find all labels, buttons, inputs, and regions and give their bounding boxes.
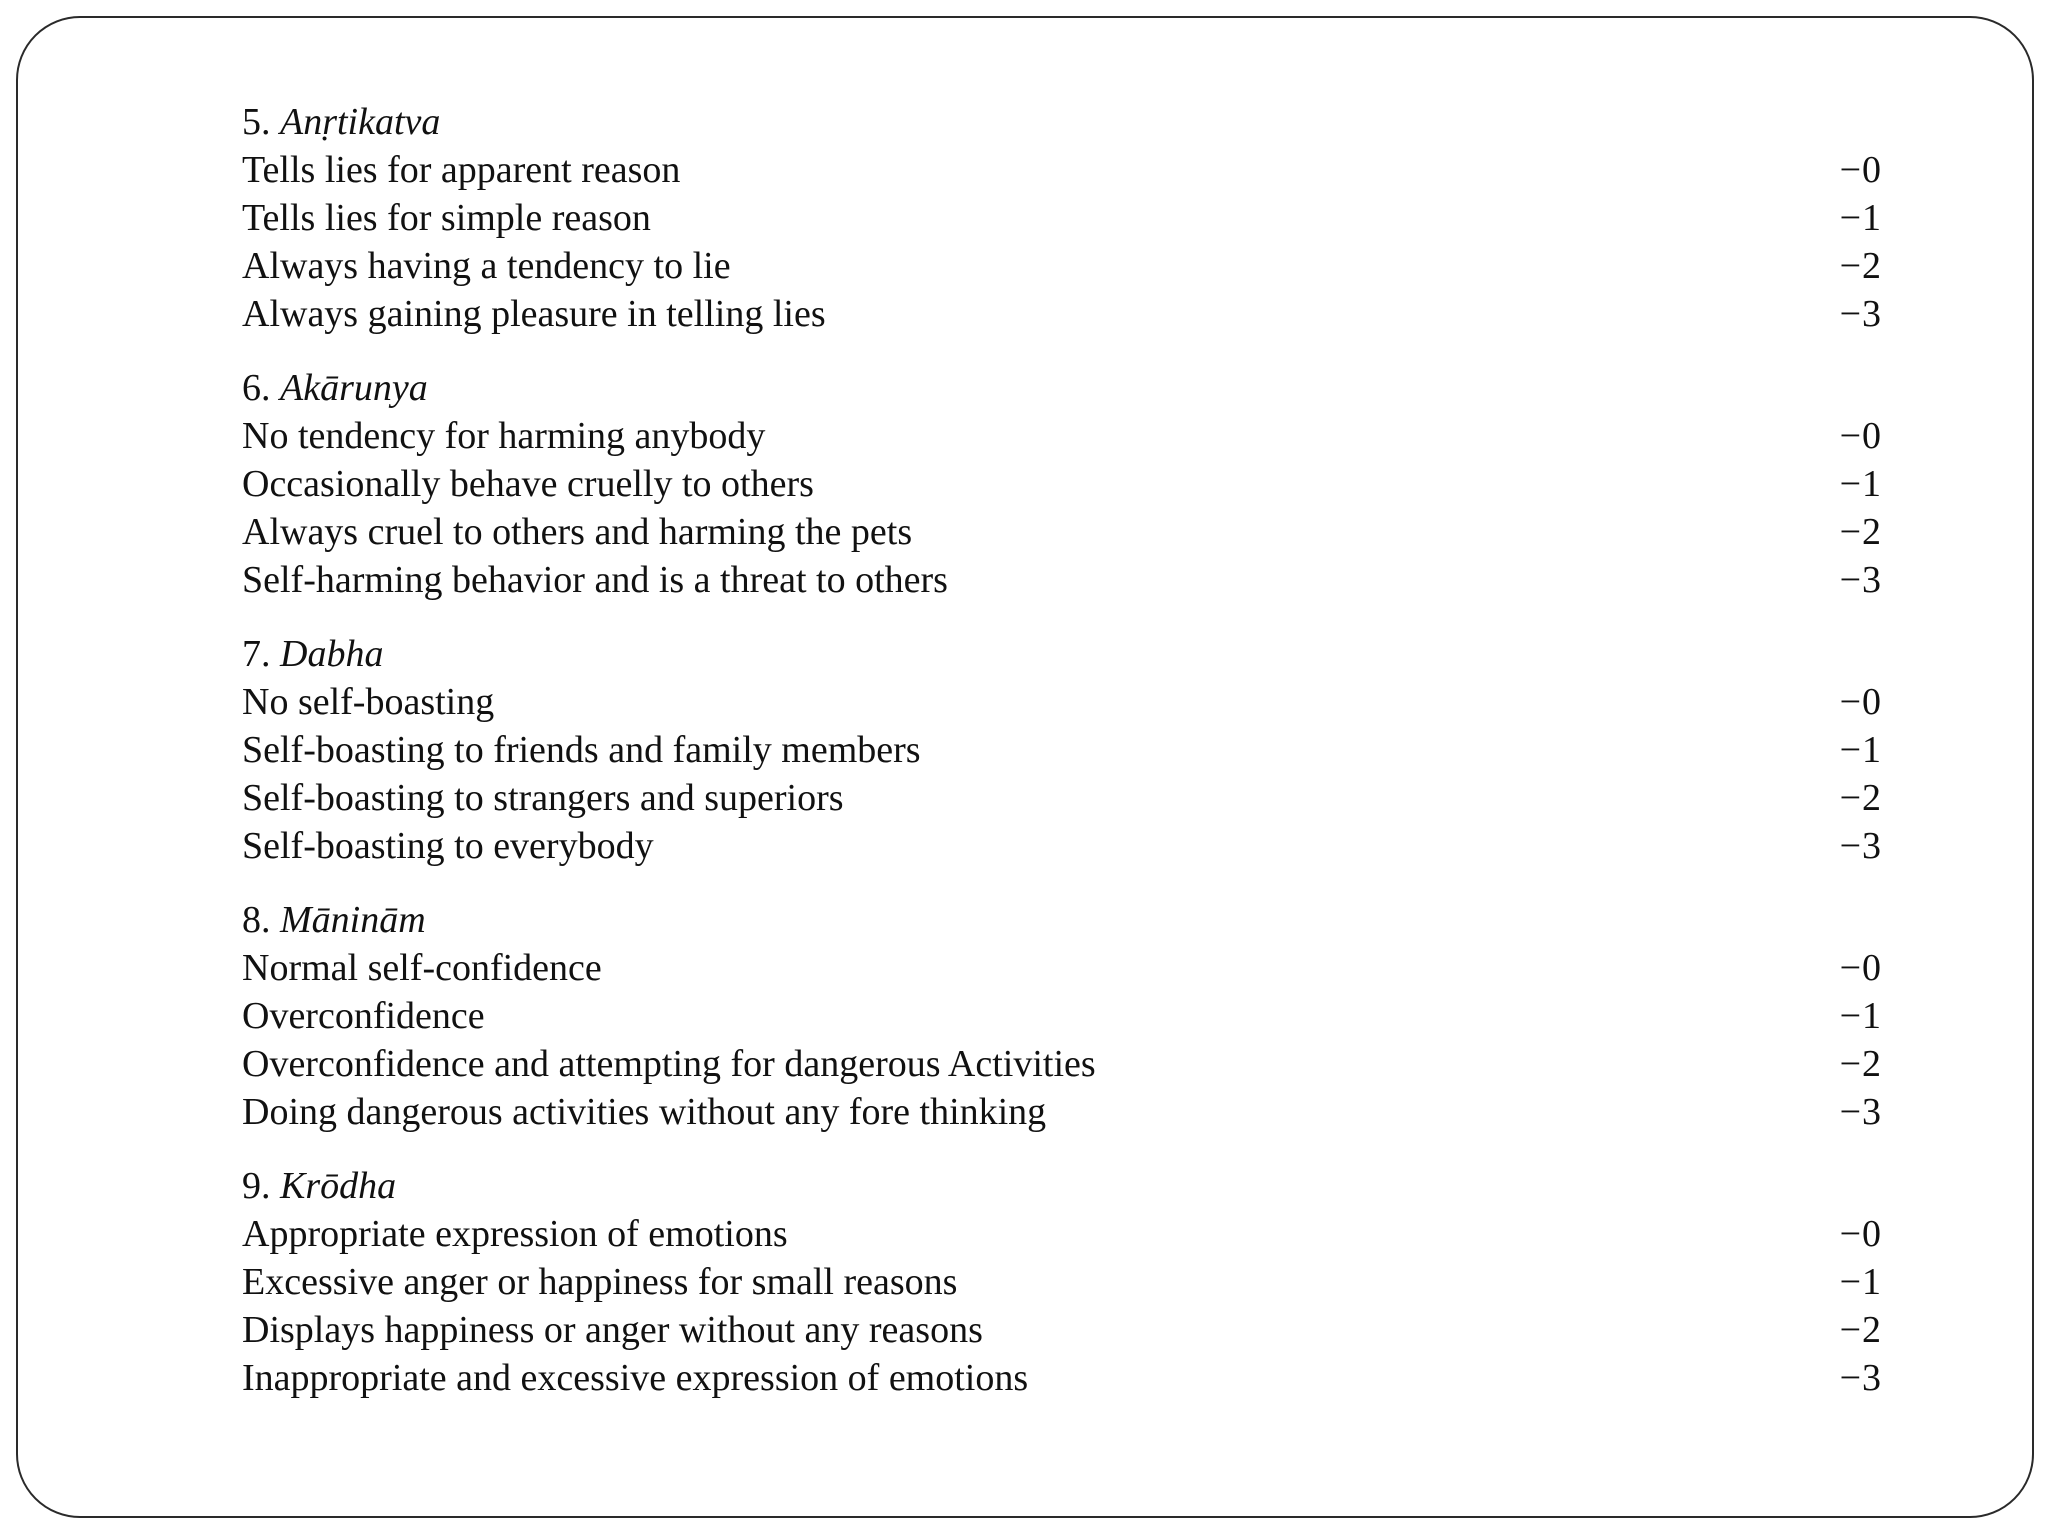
item-label: Self-boasting to everybody [242, 825, 654, 867]
item-row [242, 944, 1882, 992]
section-term: Māninām [280, 899, 426, 941]
item-row [242, 726, 1882, 774]
item-score: −3 [1839, 1357, 1882, 1399]
item-score: −3 [1839, 1091, 1882, 1133]
item-label: Excessive anger or happiness for small reasons [242, 1261, 958, 1303]
slide-frame [16, 16, 2034, 1518]
section-krodha [242, 1162, 1882, 1402]
item-score: −1 [1839, 729, 1882, 771]
item-label: No tendency for harming anybody [242, 415, 766, 457]
item-label: Appropriate expression of emotions [242, 1213, 788, 1255]
item-row [242, 1354, 1882, 1402]
section-term: Anṛtikatva [280, 101, 441, 143]
item-row [242, 290, 1882, 338]
item-label: Tells lies for simple reason [242, 197, 651, 239]
item-row [242, 460, 1882, 508]
item-row [242, 556, 1882, 604]
item-row [242, 1258, 1882, 1306]
item-score: −0 [1839, 415, 1882, 457]
item-row [242, 1040, 1882, 1088]
item-label: Always having a tendency to lie [242, 245, 731, 287]
section-number: 9. [242, 1165, 271, 1207]
item-label: Overconfidence and attempting for dangerous Activities [242, 1043, 1096, 1085]
item-score: −2 [1839, 245, 1882, 287]
section-title [242, 1162, 1882, 1210]
item-score: −2 [1839, 1043, 1882, 1085]
section-term: Dabha [280, 633, 384, 675]
item-score: −3 [1839, 825, 1882, 867]
item-score: −3 [1839, 293, 1882, 335]
item-label: Always cruel to others and harming the pets [242, 511, 913, 553]
section-term: Akārunya [280, 367, 428, 409]
section-title [242, 364, 1882, 412]
section-number: 8. [242, 899, 271, 941]
item-row [242, 1210, 1882, 1258]
item-label: No self-boasting [242, 681, 495, 723]
item-label: Occasionally behave cruelly to others [242, 463, 814, 505]
item-row [242, 194, 1882, 242]
item-score: −0 [1839, 1213, 1882, 1255]
item-label: Inappropriate and excessive expression of emotions [242, 1357, 1029, 1399]
item-row [242, 1306, 1882, 1354]
scale-table [242, 98, 1882, 1428]
item-label: Self-harming behavior and is a threat to others [242, 559, 948, 601]
item-score: −2 [1839, 777, 1882, 819]
item-label: Tells lies for apparent reason [242, 149, 681, 191]
item-score: −0 [1839, 947, 1882, 989]
item-row [242, 1088, 1882, 1136]
item-label: Doing dangerous activities without any fore thinking [242, 1091, 1047, 1133]
item-label: Self-boasting to strangers and superiors [242, 777, 844, 819]
section-title [242, 98, 1882, 146]
item-row [242, 822, 1882, 870]
section-maninam [242, 896, 1882, 1136]
item-row [242, 774, 1882, 822]
section-number: 6. [242, 367, 271, 409]
item-score: −1 [1839, 463, 1882, 505]
item-score: −0 [1839, 149, 1882, 191]
item-row [242, 146, 1882, 194]
item-score: −0 [1839, 681, 1882, 723]
item-label: Always gaining pleasure in telling lies [242, 293, 826, 335]
section-term: Krōdha [280, 1165, 397, 1207]
item-row [242, 992, 1882, 1040]
item-score: −1 [1839, 1261, 1882, 1303]
item-score: −3 [1839, 559, 1882, 601]
item-row [242, 678, 1882, 726]
item-label: Overconfidence [242, 995, 485, 1037]
section-number: 5. [242, 101, 271, 143]
item-row [242, 508, 1882, 556]
section-title [242, 630, 1882, 678]
item-label: Displays happiness or anger without any reasons [242, 1309, 983, 1351]
item-score: −1 [1839, 995, 1882, 1037]
item-score: −1 [1839, 197, 1882, 239]
item-label: Self-boasting to friends and family members [242, 729, 921, 771]
section-dabha [242, 630, 1882, 870]
item-row [242, 412, 1882, 460]
section-anrtikatva [242, 98, 1882, 338]
section-number: 7. [242, 633, 271, 675]
item-score: −2 [1839, 511, 1882, 553]
section-akarunya [242, 364, 1882, 604]
item-label: Normal self-confidence [242, 947, 602, 989]
item-row [242, 242, 1882, 290]
item-score: −2 [1839, 1309, 1882, 1351]
section-title [242, 896, 1882, 944]
